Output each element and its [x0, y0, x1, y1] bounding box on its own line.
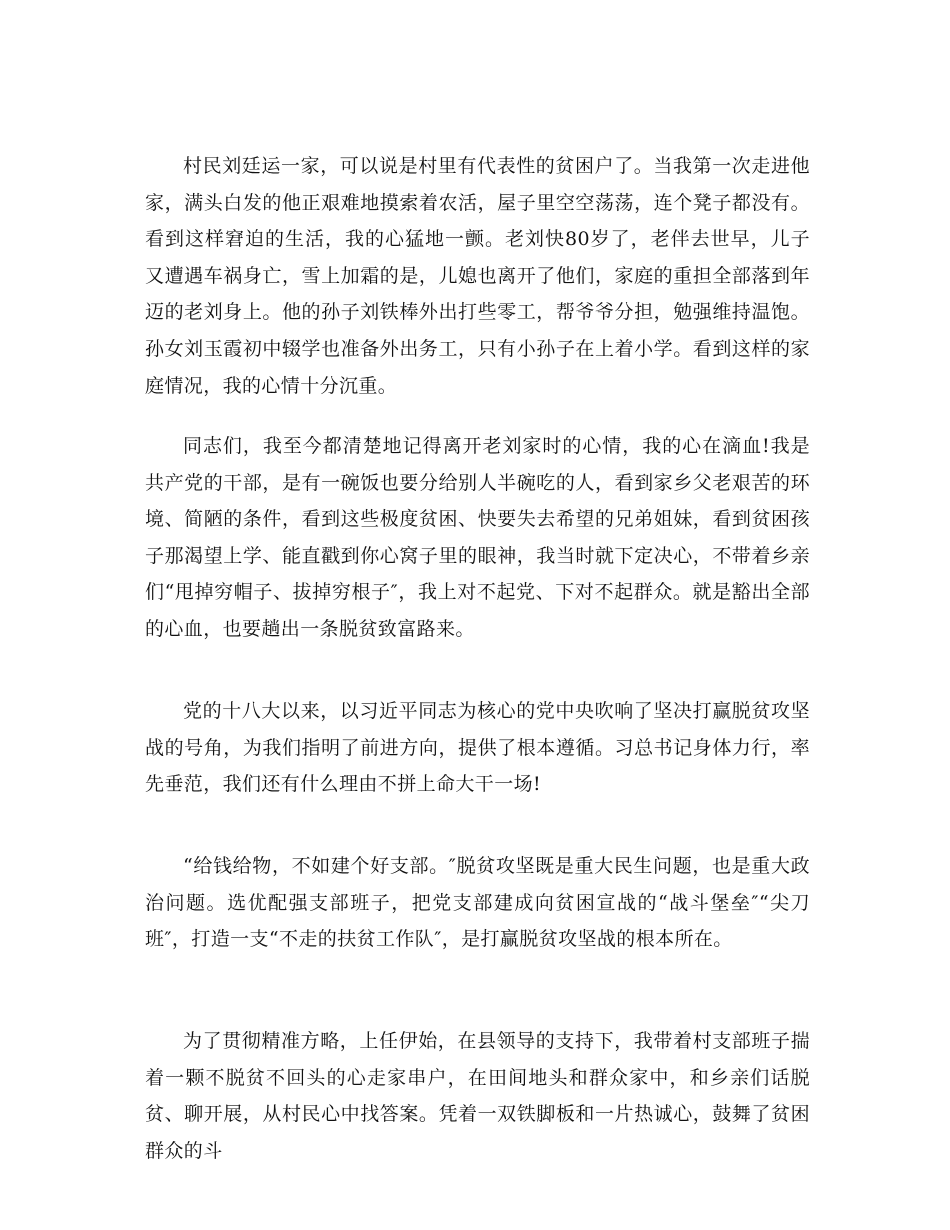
paragraph-resolve: 同志们，我至今都清楚地记得离开老刘家时的心情，我的心在滴血!我是共产党的干部，是有一碗饭也要分给别人半碗吃的人，看到家乡父老艰苦的环境、简陋的条件，看到这些极度贫困、快要失去希望的兄弟姐妹，看到贫困孩子那渴望上学、能直戳到你心窝子里的眼神，我当时就下定决心，不带着乡亲们“甩掉穷帽子、拔掉穷根子″，我上对不起党、下对不起群众。就是豁出全部的心血，也要趟出一条脱贫致富路来。 — [145, 435, 810, 640]
paragraph-liu-family: 村民刘廷运一家，可以说是村里有代表性的贫困户了。当我第一次走进他家，满头白发的他正艰难地摸索着农活，屋子里空空荡荡，连个凳子都没有。看到这样窘迫的生活，我的心猛地一颤。老刘快80岁了，老伴去世早，儿子又遭遇车祸身亡，雪上加霜的是，儿媳也离开了他们，家庭的重担全部落到年迈的老刘身上。他的孙子刘铁棒外出打些零工，帮爷爷分担，勉强维持温饱。孙女刘玉霞初中辍学也准备外出务工，只有小孙子在上着小学。看到这样的家庭情况，我的心情十分沉重。 — [145, 155, 810, 397]
paragraph-precision-strategy: 为了贯彻精准方略，上任伊始，在县领导的支持下，我带着村支部班子揣着一颗不脱贫不回头的心走家串户，在田间地头和群众家中，和乡亲们话脱贫、聊开展，从村民心中找答案。凭着一双铁脚板和一片热诚心，鼓舞了贫困群众的斗 — [145, 1030, 810, 1162]
paragraph-party-branch: “给钱给物，不如建个好支部。″脱贫攻坚既是重大民生问题，也是重大政治问题。选优配强支部班子，把党支部建成向贫困宣战的“战斗堡垒″“尖刀班″，打造一支“不走的扶贫工作队″，是打赢脱贫攻坚战的根本所在。 — [145, 855, 810, 951]
paragraph-party-congress: 党的十八大以来，以习近平同志为核心的党中央吹响了坚决打赢脱贫攻坚战的号角，为我们指明了前进方向，提供了根本遵循。习总书记身体力行，率先垂范，我们还有什么理由不拼上命大干一场! — [145, 700, 810, 796]
